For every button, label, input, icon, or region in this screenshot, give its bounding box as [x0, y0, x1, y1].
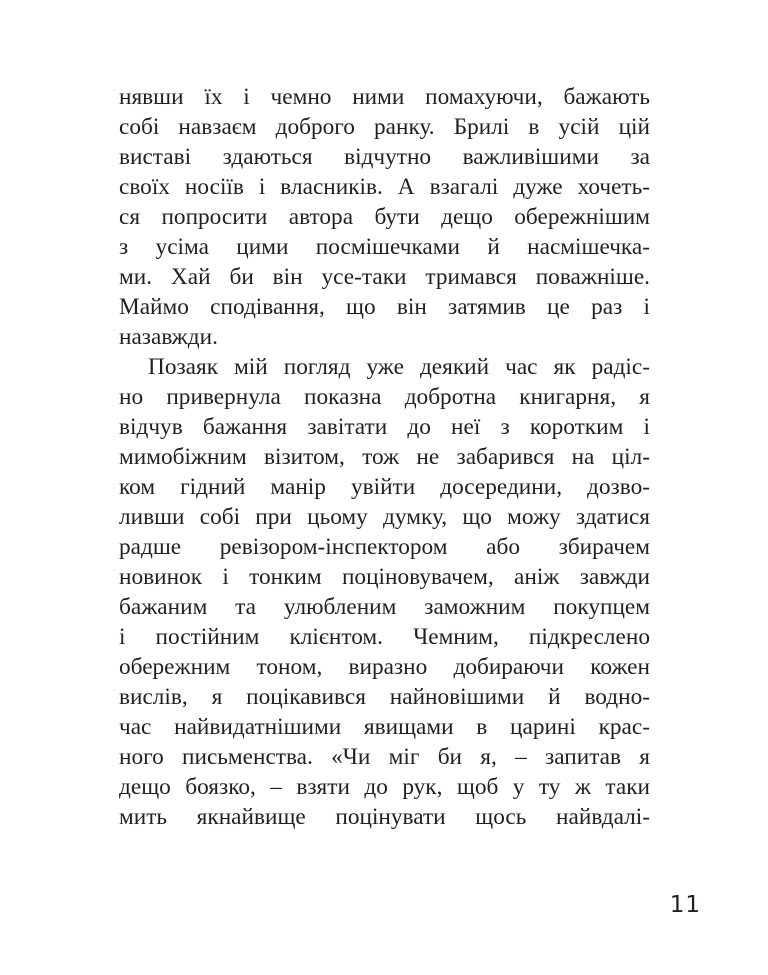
- page-number: 11: [669, 892, 701, 918]
- text-line: виставі здаються відчутно важливішими за: [119, 144, 650, 170]
- text-line: собі навзаєм доброго ранку. Брилі в усій цій: [119, 114, 650, 140]
- text-line: мить якнайвище поцінувати щось найвдалі-: [119, 804, 650, 830]
- text-line: вислів, я поцікавився найновішими й водно-: [119, 684, 650, 710]
- text-line: бажаним та улюбленим заможним покупцем: [119, 594, 650, 620]
- text-line: ся попросити автора бути дещо обережнішим: [119, 204, 650, 230]
- text-line: з усіма цими посмішечками й насмішечка-: [119, 234, 650, 260]
- text-line: но привернула показна добротна книгарня, я: [119, 384, 650, 410]
- text-line: відчув бажання завітати до неї з коротким і: [119, 414, 650, 440]
- text-line: ми. Хай би він усе-таки тримався поважніше.: [119, 264, 650, 290]
- text-line: радше ревізором-інспектором або збирачем: [119, 534, 650, 560]
- text-line: новинок і тонким поціновувачем, аніж завжди: [119, 564, 650, 590]
- text-line: дещо боязко, – взяти до рук, щоб у ту ж таки: [119, 774, 650, 800]
- text-line: мимобіжним візитом, тож не забарився на цiл-: [119, 444, 650, 470]
- text-line: ного письменства. «Чи міг би я, – запитав я: [119, 744, 650, 770]
- text-line: обережним тоном, виразно добираючи кожен: [119, 654, 650, 680]
- text-line: ком гідний манір увійти досередини, дозво-: [119, 474, 650, 500]
- text-line: час найвидатнішими явищами в царині крас-: [119, 714, 650, 740]
- text-line: Маймо сподівання, що він затямив це раз і: [119, 294, 650, 320]
- text-line: своїх носіїв і власників. А взагалі дуже хочеть-: [119, 174, 650, 200]
- text-line: назавжди.: [119, 324, 218, 350]
- text-line: нявши їх і чемно ними помахуючи, бажають: [119, 84, 650, 110]
- text-line: і постійним клієнтом. Чемним, підкреслено: [119, 624, 650, 650]
- body-text: [119, 82, 650, 832]
- paragraph-first-line: Позаяк мій погляд уже деякий час як радіс-: [148, 354, 650, 380]
- text-line: ливши собі при цьому думку, що можу здатися: [119, 504, 650, 530]
